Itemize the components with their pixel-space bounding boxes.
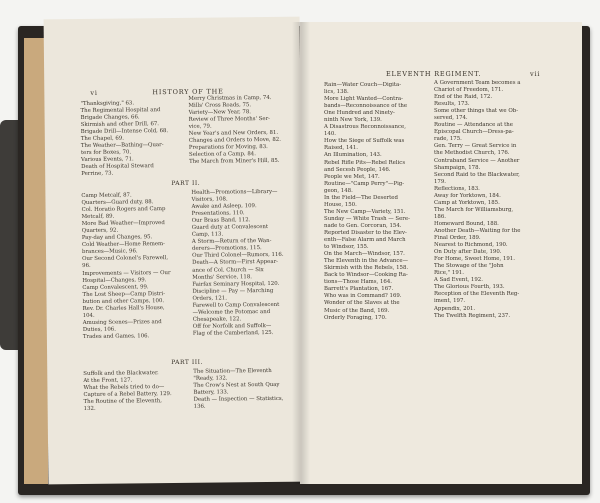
toc-entry-line: Final Order, 189. [434, 235, 481, 242]
toc-entry-line: Death—A Storm—First Appear- [192, 259, 279, 267]
toc-entry-line: Our Brass Band, 112. [191, 217, 251, 225]
toc-entry-line: Improvements — Visitors — Our [82, 269, 171, 277]
toc-entry-line: Suffolk and the Blackwater. [83, 370, 159, 377]
toc-entry-line: Routine—"Camp Perry"—Pig- [324, 180, 405, 187]
toc-entry-line: What the Rebels tried to do— [83, 384, 165, 392]
toc-entry-line: Amusing Scenes—Prizes and [82, 318, 162, 326]
toc-entry-line: Raised, 141. [324, 145, 358, 152]
toc-entry-line: Review of Three Months' Ser- [188, 116, 271, 123]
toc-entry-line: The Stowage of the "John [434, 263, 504, 270]
toc-entry-line: Various Events, 71. [81, 156, 134, 164]
toc-entry-line: Death — Inspection — Statistics, [193, 396, 284, 403]
toc-entry-line: Mills' Cross Roads, 75. [188, 102, 252, 109]
toc-entry-line: Results, 173. [434, 101, 470, 108]
toc-entry-line: Camp Convalescent, 99. [82, 283, 149, 291]
part-two-heading: PART II. [171, 179, 201, 188]
toc-entry-line: House, 150. [324, 201, 357, 208]
toc-entry-line: Gen. Terry — Great Service in [434, 143, 517, 150]
left-col2-top [188, 95, 295, 167]
toc-entry-line: End of the Raid, 172. [434, 94, 493, 101]
toc-entry-line: Away for Yorktown, 184. [434, 192, 501, 199]
toc-entry-line: Duties, 106. [82, 326, 116, 333]
toc-entry-line: Barrett's Plantation, 167. [324, 286, 394, 293]
toc-entry-line: One Hundred and Ninety- [324, 110, 395, 117]
toc-entry-line: Chariot of Freedom, 171. [434, 87, 504, 94]
toc-entry-line: Brigade Changes, 66. [80, 114, 140, 122]
toc-entry-line: Presentations, 110. [191, 210, 245, 217]
toc-entry-line: "Ready, 132. [193, 375, 228, 382]
toc-entry-line: rade, 175. [434, 136, 462, 143]
toc-entry-line: the Methodist Church, 176. [434, 150, 510, 157]
toc-entry-line: Visitors, 108. [191, 196, 228, 203]
toc-entry-line: Our Third Colonel—Rumors, 116. [192, 252, 284, 260]
toc-entry-line: ninth New York, 139. [324, 117, 382, 124]
toc-entry-line: More Light Wanted—Contra- [324, 96, 403, 103]
right-page [300, 22, 582, 484]
toc-entry-line: Camp, 113. [191, 231, 224, 239]
toc-entry-line: 96. [82, 263, 91, 270]
toc-entry-line: Reported Disaster to the Elev- [324, 229, 407, 236]
left-page [44, 17, 305, 485]
toc-entry-line: derers—Promotions, 115. [191, 245, 262, 253]
toc-entry-line: —Welcome the Potomac and [192, 308, 271, 316]
toc-entry-line: The Regimental Hospital and [80, 107, 161, 115]
toc-entry-line: "Thanksgiving," 63. [80, 100, 135, 107]
toc-entry-line: lics, 138. [324, 89, 349, 96]
toc-entry-line: nade to Gen. Corcoran, 154. [324, 222, 402, 229]
toc-entry-line: The Twelfth Regiment, 237. [434, 312, 511, 319]
toc-entry-line: The Glorious Fourth, 193. [434, 284, 505, 291]
toc-entry-line: Merry Christmas in Camp, 74. [188, 94, 272, 102]
right-running-head: ELEVENTH REGIMENT. [386, 70, 482, 78]
toc-entry-line: Another Death—Waiting for the [434, 227, 521, 234]
toc-entry-line: Pay-day and Changes, 95. [81, 234, 153, 242]
toc-entry-line: 179. [434, 178, 447, 185]
toc-entry-line: Preparations for Moving, 83. [188, 144, 268, 152]
toc-entry-line: 132. [83, 406, 96, 413]
toc-entry-line: Contraband Service — Another [434, 157, 520, 164]
toc-entry-line: The Crow's Nest at South Quay [193, 381, 280, 389]
toc-entry-line: Wonder of the Slaves at the [324, 300, 400, 307]
toc-entry-line: The Weather—Bathing—Quar- [80, 142, 164, 150]
toc-entry-line: Metcalf, 89. [81, 213, 115, 221]
toc-entry-line: Brigade Drill—Intense Cold, 68. [80, 128, 169, 136]
toc-entry-line: Selection of a Camp, 84. [188, 151, 256, 159]
toc-entry-line: Orders, 121. [192, 295, 227, 302]
left-running-head: HISTORY OF THE [152, 87, 224, 97]
toc-entry-line: Reflections, 183. [434, 185, 480, 192]
toc-entry-line: Second Raid to the Blackwater, [434, 171, 520, 178]
left-col1-mid [81, 192, 187, 341]
toc-entry-line: A Sad Event, 192. [434, 277, 483, 284]
toc-entry-line: The March for Williamsburg, [434, 206, 514, 213]
toc-entry-line: Camp Metcalf, 87. [81, 192, 132, 199]
toc-entry-line: Fairfax Seminary Hospital, 120. [192, 280, 280, 288]
toc-entry-line: Variety—New Year, 78. [188, 109, 252, 116]
toc-entry-line: Skirmish with the Rebels, 158. [324, 265, 409, 272]
toc-entry-line: Farewell to Camp Convalescent [192, 301, 280, 309]
toc-entry-line: Health—Promotions—Library— [191, 188, 278, 196]
toc-entry-line: On Duty after Date, 190. [434, 249, 502, 256]
toc-entry-line: to Windsor, 155. [324, 244, 369, 251]
toc-entry-line: The Situation—The Eleventh [193, 367, 272, 375]
toc-entry-line: Camp at Yorktown, 185. [434, 199, 500, 206]
toc-entry-line: tions—Those Hams, 164. [324, 279, 392, 286]
toc-entry-line: served, 174. [434, 115, 468, 122]
toc-entry-line: At the Front, 127. [83, 377, 133, 385]
toc-entry-line: Shampaign, 178. [434, 164, 481, 171]
toc-entry-line: ance of Col. Church — Six [192, 266, 264, 274]
toc-entry-line: Trades and Games, 106. [82, 333, 150, 340]
toc-entry-line: Months' Service, 118. [192, 273, 253, 281]
book-gutter [292, 22, 310, 484]
left-col2-bottom [193, 368, 299, 411]
toc-entry-line: Nearest to Richmond, 190. [434, 242, 508, 249]
toc-entry-line: Quarters—Guard duty, 88. [81, 199, 154, 207]
toc-entry-line: Battery, 133. [193, 389, 229, 396]
toc-entry-line: Routine — Attendance at the [434, 122, 513, 129]
right-page-number: vii [530, 70, 541, 78]
toc-entry-line: The New Camp—Variety, 151. [324, 208, 406, 215]
left-col1-top [80, 100, 181, 179]
toc-entry-line: A Disastrous Reconnoissance, [324, 124, 406, 131]
left-col1-bottom [83, 370, 187, 413]
toc-entry-line: enth—False Alarm and March [324, 237, 406, 244]
toc-entry-line: 136. [193, 403, 206, 411]
toc-entry-line: The Eleventh in the Advance— [324, 258, 409, 265]
toc-entry-line: A Storm—Return of the Wan- [191, 238, 272, 246]
toc-entry-line: Orderly Foraging, 170. [324, 314, 387, 321]
toc-entry-line: Sunday — White Trash — Sere- [324, 215, 410, 222]
toc-entry-line: 140. [324, 131, 337, 138]
toc-entry-line: An Illumination, 143. [324, 152, 382, 159]
toc-entry-line: and Secesh People, 146. [324, 166, 391, 173]
toc-entry-line: Cold Weather—Home Remem- [81, 241, 165, 249]
toc-entry-line: For Home, Sweet Home, 191. [434, 256, 515, 263]
toc-entry-line: How the Siege of Suffolk was [324, 138, 405, 145]
toc-entry-line: 186. [434, 213, 447, 220]
toc-entry-line: Rev. Dr. Charles Hall's House, [82, 304, 165, 312]
toc-entry-line: Col. Horatio Rogers and Camp [81, 206, 166, 214]
toc-entry-line: bution and other Camps, 100. [82, 297, 165, 305]
toc-entry-line: Back to Windsor—Cooking Ra- [324, 272, 408, 279]
toc-entry-line: iment, 197. [434, 298, 466, 305]
toc-entry-line: Hospital—Changes, 99. [82, 276, 147, 284]
toc-entry-line: In the Field—The Deserted [324, 194, 398, 201]
toc-entry-line: The Chapel, 69. [80, 135, 125, 143]
right-col2 [434, 80, 558, 320]
toc-entry-line: On the March—Windsor, 157. [324, 251, 405, 258]
toc-entry-line: Reception of the Eleventh Reg- [434, 291, 520, 298]
part-three-heading: PART III. [171, 358, 203, 367]
toc-entry-line: Appendix, 201. [434, 305, 476, 312]
left-col2-mid [191, 189, 299, 338]
toc-entry-line: Perrine, 73. [81, 171, 114, 178]
toc-entry-line: Discipline — Pay — Marching [192, 287, 274, 295]
toc-entry-line: 104. [82, 312, 95, 319]
toc-entry-line: bands—Reconnoissance of the [324, 103, 408, 110]
toc-entry-line: geon, 148. [324, 187, 353, 194]
toc-entry-line: Some other things that we Ob- [434, 108, 519, 115]
left-page-number: vi [90, 88, 98, 97]
toc-entry-line: Rain—Water Couch—Digita- [324, 82, 402, 88]
toc-entry-line: Rice," 191. [434, 270, 464, 277]
toc-entry-line: Who was in Command? 169. [324, 293, 402, 300]
toc-entry-line: People we Met, 147. [324, 173, 380, 180]
toc-entry-line: Death of Hospital Steward [81, 163, 154, 171]
toc-entry-line: Flag of the Cumberland, 125. [192, 329, 274, 337]
toc-entry-line: The March from Miner's Hill, 85. [189, 158, 280, 166]
toc-entry-line: vice, 79. [188, 123, 212, 131]
toc-entry-line: The Routine of the Eleventh, [83, 398, 163, 406]
toc-entry-line: New Year's and New Orders, 81. [188, 130, 279, 138]
toc-entry-line: ters for Boxes, 70. [80, 149, 132, 157]
toc-entry-line: Quarters, 92. [81, 227, 119, 235]
toc-entry-line: More Bad Weather—Improved [81, 220, 165, 228]
toc-entry-line: brances—Music, 96. [81, 248, 138, 256]
toc-entry-line: The Lost Sheep—Camp Distri- [82, 290, 166, 298]
toc-entry-line: Music of the Band, 169. [324, 307, 390, 314]
toc-entry-line: Episcopal Church—Dress-pa- [434, 129, 514, 136]
toc-entry-line: Awake and Asleep, 109. [191, 203, 257, 210]
toc-entry-line: Off for Norfolk and Suffolk— [192, 322, 272, 330]
toc-entry-line: Capture of a Rebel Battery, 129. [83, 391, 172, 399]
toc-entry-line: Changes and Orders to Move, 82. [188, 137, 281, 145]
toc-entry-line: Skirmish and other Drill, 67. [80, 121, 160, 129]
toc-entry-line: Homeward Bound, 188. [434, 220, 499, 227]
toc-entry-line: Our Second Colonel's Farewell, [82, 255, 169, 263]
toc-entry-line: A Government Team becomes a [434, 80, 521, 86]
toc-entry-line: Rebel Rifle Pits—Rebel Relics [324, 159, 406, 166]
toc-entry-line: Chesapeake, 122. [192, 316, 242, 323]
toc-entry-line: Guard duty at Convalescent [191, 224, 269, 232]
right-col1 [324, 82, 442, 322]
